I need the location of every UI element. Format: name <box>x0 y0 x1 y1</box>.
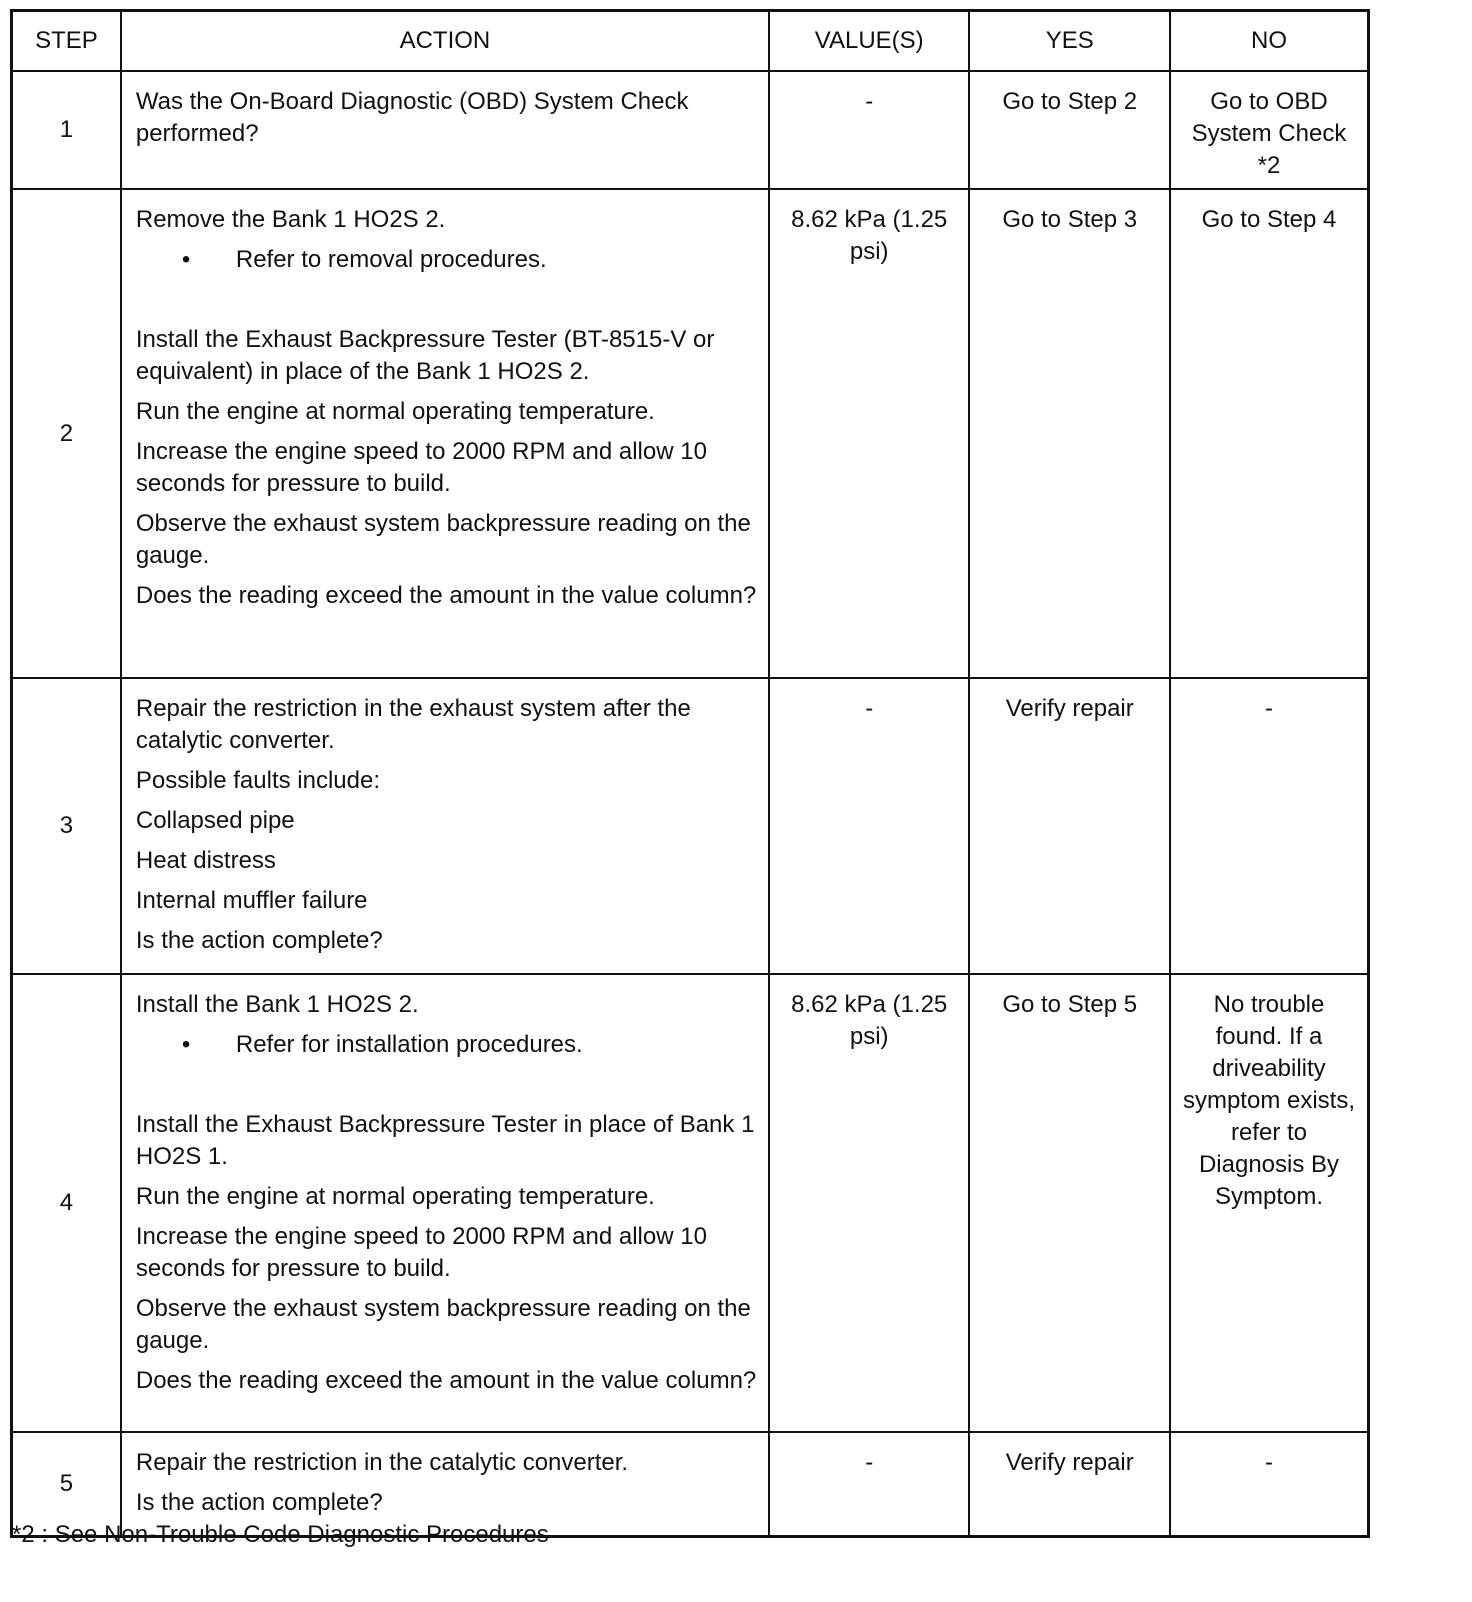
action-text: Run the engine at normal operating temperature. <box>135 398 655 425</box>
footnote: *2 : See Non-Trouble Code Diagnostic Procedures <box>12 1521 549 1548</box>
bullet-text: Refer for installation procedures. <box>235 1031 583 1058</box>
bullet-icon: • <box>181 246 191 273</box>
step-number: 3 <box>12 678 121 974</box>
action-text: Increase the engine speed to 2000 RPM and allow 10 seconds for pressure to build. <box>135 1223 707 1282</box>
action-text: Increase the engine speed to 2000 RPM and allow 10 seconds for pressure to build. <box>135 438 707 497</box>
value-cell: - <box>769 1432 970 1537</box>
no-cell: No trouble found. If a driveability symptom exists, refer to Diagnosis By Symptom. <box>1170 974 1369 1432</box>
action-text: Run the engine at normal operating temperature. <box>135 1183 655 1210</box>
step-number: 5 <box>12 1432 121 1537</box>
yes-cell: Go to Step 5 <box>969 974 1170 1432</box>
table-row <box>12 974 1369 1432</box>
action-text: Install the Exhaust Backpressure Tester in place of Bank 1 HO2S 1. <box>135 1111 755 1170</box>
header-action: ACTION <box>121 11 769 72</box>
step-number: 2 <box>12 189 121 678</box>
yes-cell: Verify repair <box>969 678 1170 974</box>
action-cell <box>121 974 769 1432</box>
step-number: 1 <box>12 71 121 189</box>
no-cell: - <box>1170 1432 1369 1537</box>
header-row <box>12 11 1369 72</box>
bullet-item <box>136 1029 758 1061</box>
bullet-icon: • <box>181 1031 191 1058</box>
action-text: Heat distress <box>135 847 276 874</box>
action-text: Is the action complete? <box>135 1489 383 1516</box>
table-row <box>12 189 1369 678</box>
action-text: Repair the restriction in the exhaust system after the catalytic converter. <box>135 695 691 754</box>
value-cell: - <box>769 678 970 974</box>
action-text: Collapsed pipe <box>135 807 295 834</box>
action-text: Internal muffler failure <box>135 887 368 914</box>
action-text: Observe the exhaust system backpressure reading on the gauge. <box>135 510 751 569</box>
value-cell: 8.62 kPa (1.25 psi) <box>769 974 970 1432</box>
yes-cell: Go to Step 2 <box>969 71 1170 189</box>
no-cell: Go to OBD System Check *2 <box>1170 71 1369 189</box>
table-row <box>12 678 1369 974</box>
yes-cell: Go to Step 3 <box>969 189 1170 678</box>
action-text: Repair the restriction in the catalytic converter. <box>135 1449 629 1476</box>
action-text: Remove the Bank 1 HO2S 2. <box>135 206 446 233</box>
no-cell: Go to Step 4 <box>1170 189 1369 678</box>
step-number: 4 <box>12 974 121 1432</box>
action-text: Install the Bank 1 HO2S 2. <box>135 991 419 1018</box>
action-text: Is the action complete? <box>135 927 383 954</box>
value-cell: - <box>769 71 970 189</box>
bullet-text: Refer to removal procedures. <box>235 246 547 273</box>
header-values: VALUE(S) <box>769 11 970 72</box>
header-step: STEP <box>12 11 121 72</box>
yes-cell: Verify repair <box>969 1432 1170 1537</box>
action-text: Does the reading exceed the amount in the value column? <box>135 582 757 609</box>
header-no: NO <box>1170 11 1369 72</box>
action-cell <box>121 678 769 974</box>
diagnostic-table <box>10 9 1370 1538</box>
action-text: Was the On-Board Diagnostic (OBD) System Check performed? <box>135 88 689 147</box>
table-row <box>12 71 1369 189</box>
action-text: Does the reading exceed the amount in the value column? <box>135 1367 757 1394</box>
value-cell: 8.62 kPa (1.25 psi) <box>769 189 970 678</box>
action-cell <box>121 71 769 189</box>
bullet-item <box>136 244 758 276</box>
no-cell: - <box>1170 678 1369 974</box>
action-text: Observe the exhaust system backpressure reading on the gauge. <box>135 1295 751 1354</box>
action-text: Possible faults include: <box>135 767 380 794</box>
action-cell <box>121 189 769 678</box>
action-text: Install the Exhaust Backpressure Tester (BT-8515-V or equivalent) in place of the Bank 1 HO2S 2. <box>135 326 715 385</box>
header-yes: YES <box>969 11 1170 72</box>
